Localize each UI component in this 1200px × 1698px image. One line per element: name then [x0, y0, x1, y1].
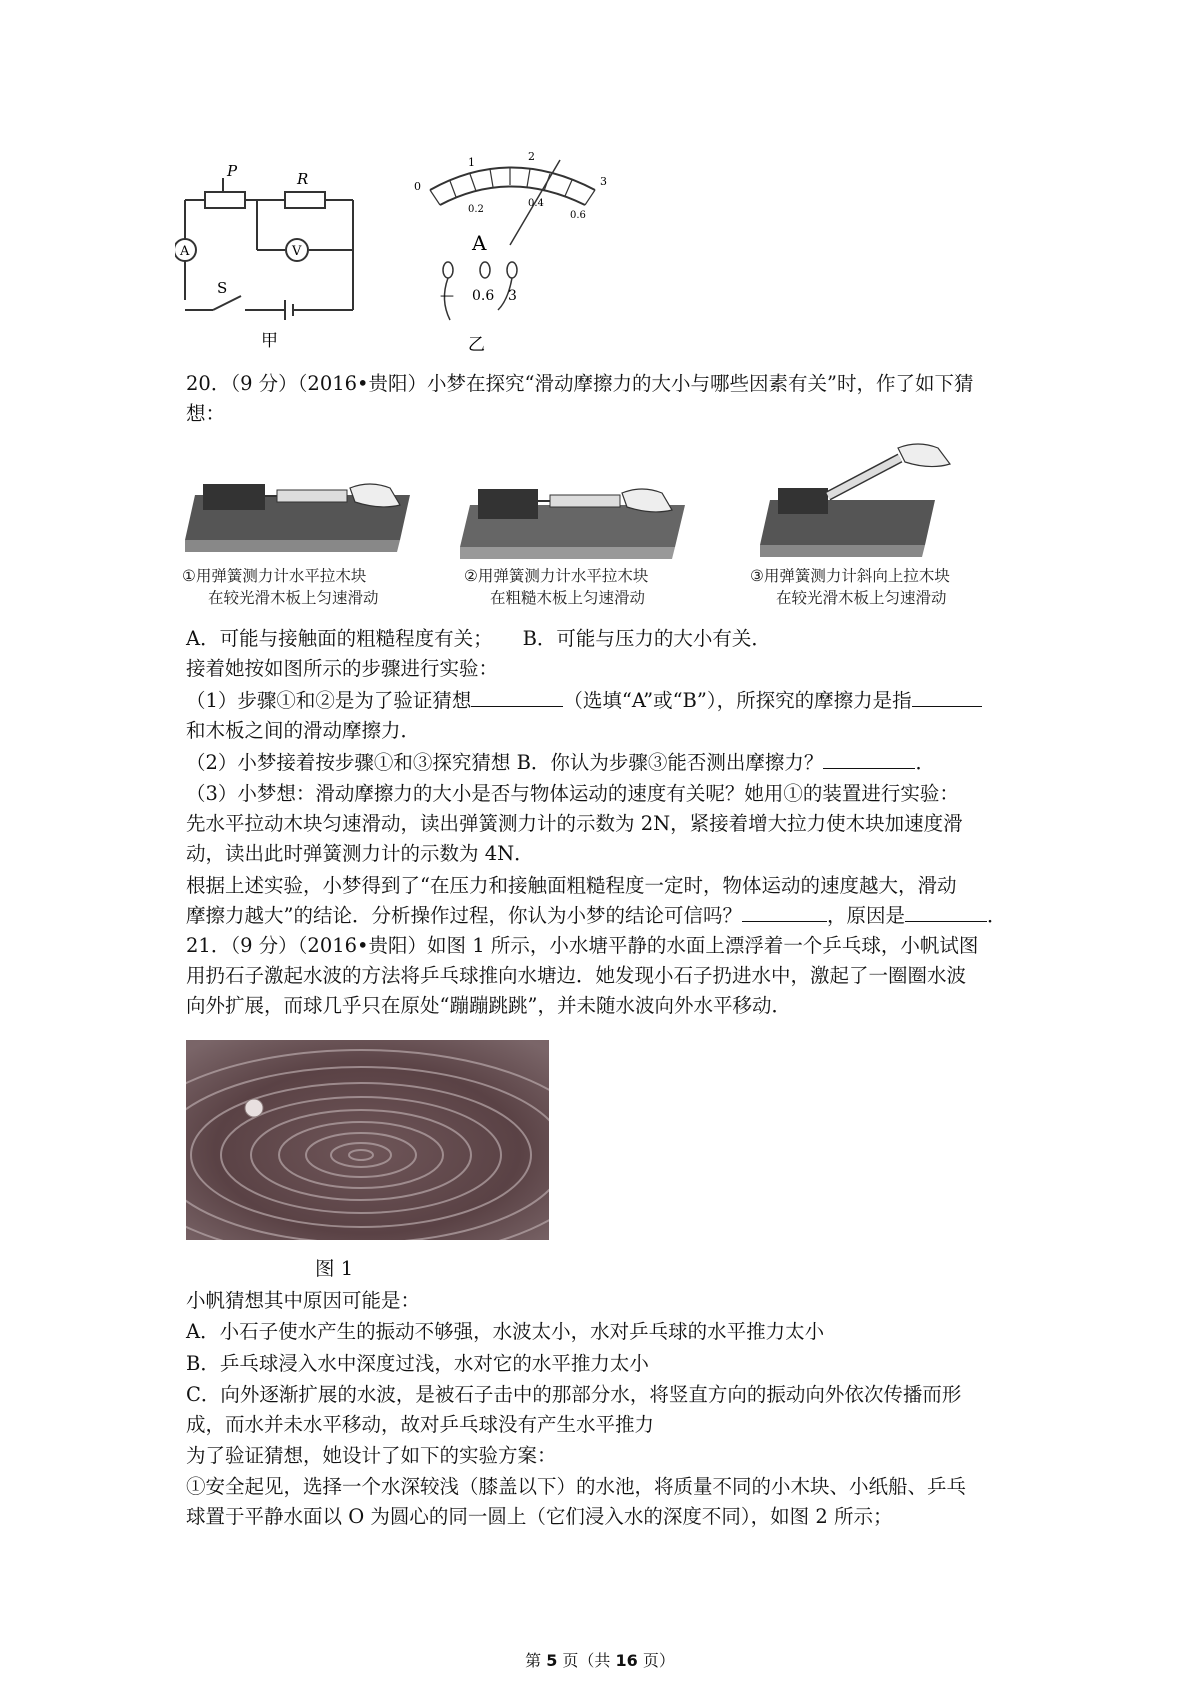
q20-part-2	[186, 749, 1036, 777]
q20-guess-b: B．可能与压力的大小有关．	[522, 627, 771, 650]
answer-blank-4[interactable]	[742, 903, 827, 922]
scale-bottom-0: 0.2	[468, 204, 484, 215]
page-footer	[0, 1648, 1200, 1671]
scale-bottom-1: 0.4	[528, 198, 544, 209]
friction-caption-2	[464, 565, 648, 609]
label-p: P	[227, 162, 238, 180]
q20-p1-text-a: （1）步骤①和②是为了验证猜想	[186, 689, 472, 712]
scale-top-1: 1	[468, 156, 475, 169]
footer-page-number: 5	[546, 1651, 558, 1670]
footer-total-pages: 16	[615, 1651, 638, 1670]
terminal-0-6: 0.6	[472, 288, 495, 304]
label-r: R	[297, 170, 309, 188]
q21-line-3: 向外扩展，而球几乎只在原处“蹦蹦跳跳”，并未随水波向外水平移动．	[186, 994, 791, 1017]
q20-p3-line-1: （3）小梦想：滑动摩擦力的大小是否与物体运动的速度有关呢？她用①的装置进行实验：	[186, 782, 959, 805]
q21-guess-b: B．乒乓球浸入水中深度过浅，水对它的水平推力太小	[186, 1352, 649, 1375]
q21-line-2: 用扔石子激起水波的方法将乒乓球推向水塘边．她发现小石子扔进水中，激起了一圈圈水波	[186, 964, 967, 987]
q20-p1-text-b: （选填“A”或“B”），所探究的摩擦力是指	[563, 689, 912, 712]
caption-1-line-1: ①用弹簧测力计水平拉木块	[182, 567, 367, 585]
q20-steps-intro: 接着她按如图所示的步骤进行实验：	[186, 657, 499, 680]
meter-unit: A	[472, 231, 487, 255]
friction-caption-1	[182, 565, 379, 609]
q20-p3-text-f: ，原因是	[826, 904, 905, 927]
q21-guess-c-1: C．向外逐渐扩展的水波，是被石子击中的那部分水，将竖直方向的振动向外依次传播而形	[186, 1383, 962, 1406]
answer-blank-5[interactable]	[905, 903, 987, 922]
q20-p1-continued: 和木板之间的滑动摩擦力．	[186, 719, 421, 742]
q20-line-2: 想：	[186, 402, 226, 425]
ripple-photo	[186, 1040, 549, 1240]
caption-3-line-1: ③用弹簧测力计斜向上拉木块	[750, 567, 950, 585]
ammeter-diagram	[410, 150, 620, 370]
q20-guesses	[186, 625, 1036, 653]
caption-2-line-2: 在粗糙木板上匀速滑动	[490, 589, 646, 607]
scale-top-2: 2	[528, 150, 535, 163]
footer-suffix: 页）	[637, 1651, 675, 1670]
friction-caption-3	[750, 565, 950, 609]
q20-p3-line-2: 先水平拉动木块匀速滑动，读出弹簧测力计的示数为 2N，紧接着增大拉力使木块加速度滑	[186, 812, 963, 835]
scale-top-0: 0	[414, 180, 421, 193]
q21-line-1: 21．（9 分）（2016•贵阳）如图 1 所示，小水塘平静的水面上漂浮着一个乒乓球，小帆试图	[186, 934, 979, 957]
answer-blank-1[interactable]	[471, 688, 563, 707]
q21-plan-intro: 为了验证猜想，她设计了如下的实验方案：	[186, 1444, 557, 1467]
q20-p2-text: （2）小梦接着按步骤①和③探究猜想 B．你认为步骤③能否测出摩擦力？	[186, 751, 824, 774]
footer-prefix: 第	[525, 1651, 547, 1670]
q21-plan-1-line-2: 球置于平静水面以 O 为圆心的同一圆上（它们浸入水的深度不同），如图 2 所示；	[186, 1505, 893, 1528]
scale-bottom-2: 0.6	[570, 210, 586, 221]
q20-p3-line-5	[186, 902, 1036, 930]
q21-guess-a: A．小石子使水产生的振动不够强，水波太小，水对乒乓球的水平推力太小	[186, 1320, 825, 1343]
scale-top-3: 3	[600, 175, 607, 188]
q20-guess-a: A．可能与接触面的粗糙程度有关；	[186, 627, 493, 650]
q20-p3-text-g: ．	[987, 904, 1007, 927]
q21-guess-c-2: 成，而水并未水平移动，故对乒乓球没有产生水平推力	[186, 1413, 655, 1436]
label-a: A	[180, 244, 190, 259]
meter-caption: 乙	[468, 335, 485, 355]
q21-plan-1-line-1: ①安全起见，选择一个水深较浅（膝盖以下）的水池，将质量不同的小木块、小纸船、乒乓	[186, 1475, 967, 1498]
footer-middle: 页（共	[557, 1651, 616, 1670]
q20-line-1: 20．（9 分）（2016•贵阳）小梦在探究“滑动摩擦力的大小与哪些因素有关”时，作了如下猜	[186, 372, 974, 395]
label-v: V	[292, 244, 302, 259]
q21-guess-intro: 小帆猜想其中原因可能是：	[186, 1289, 421, 1312]
q20-p2-end: ．	[915, 751, 935, 774]
caption-2-line-1: ②用弹簧测力计水平拉木块	[464, 567, 649, 585]
q20-p3-text-e: 摩擦力越大”的结论．分析操作过程，你认为小梦的结论可信吗？	[186, 904, 742, 927]
friction-figure-3	[760, 440, 960, 565]
answer-blank-3[interactable]	[823, 750, 915, 769]
friction-figure-2	[460, 475, 700, 565]
terminal-3: 3	[508, 288, 517, 304]
circuit-diagram	[175, 150, 395, 350]
friction-figure-1	[185, 480, 425, 555]
figure-1-caption: 图 1	[315, 1257, 354, 1280]
terminal-minus: —	[440, 288, 454, 304]
label-s: S	[217, 279, 228, 297]
q20-part-1	[186, 687, 1036, 715]
q20-p3-line-3: 动，读出此时弹簧测力计的示数为 4N．	[186, 842, 534, 865]
answer-blank-2[interactable]	[912, 688, 982, 707]
q20-p3-line-4: 根据上述实验，小梦得到了“在压力和接触面粗糙程度一定时，物体运动的速度越大，滑动	[186, 874, 957, 897]
caption-3-line-2: 在较光滑木板上匀速滑动	[776, 589, 947, 607]
circuit-caption: 甲	[261, 331, 278, 350]
caption-1-line-2: 在较光滑木板上匀速滑动	[208, 589, 379, 607]
